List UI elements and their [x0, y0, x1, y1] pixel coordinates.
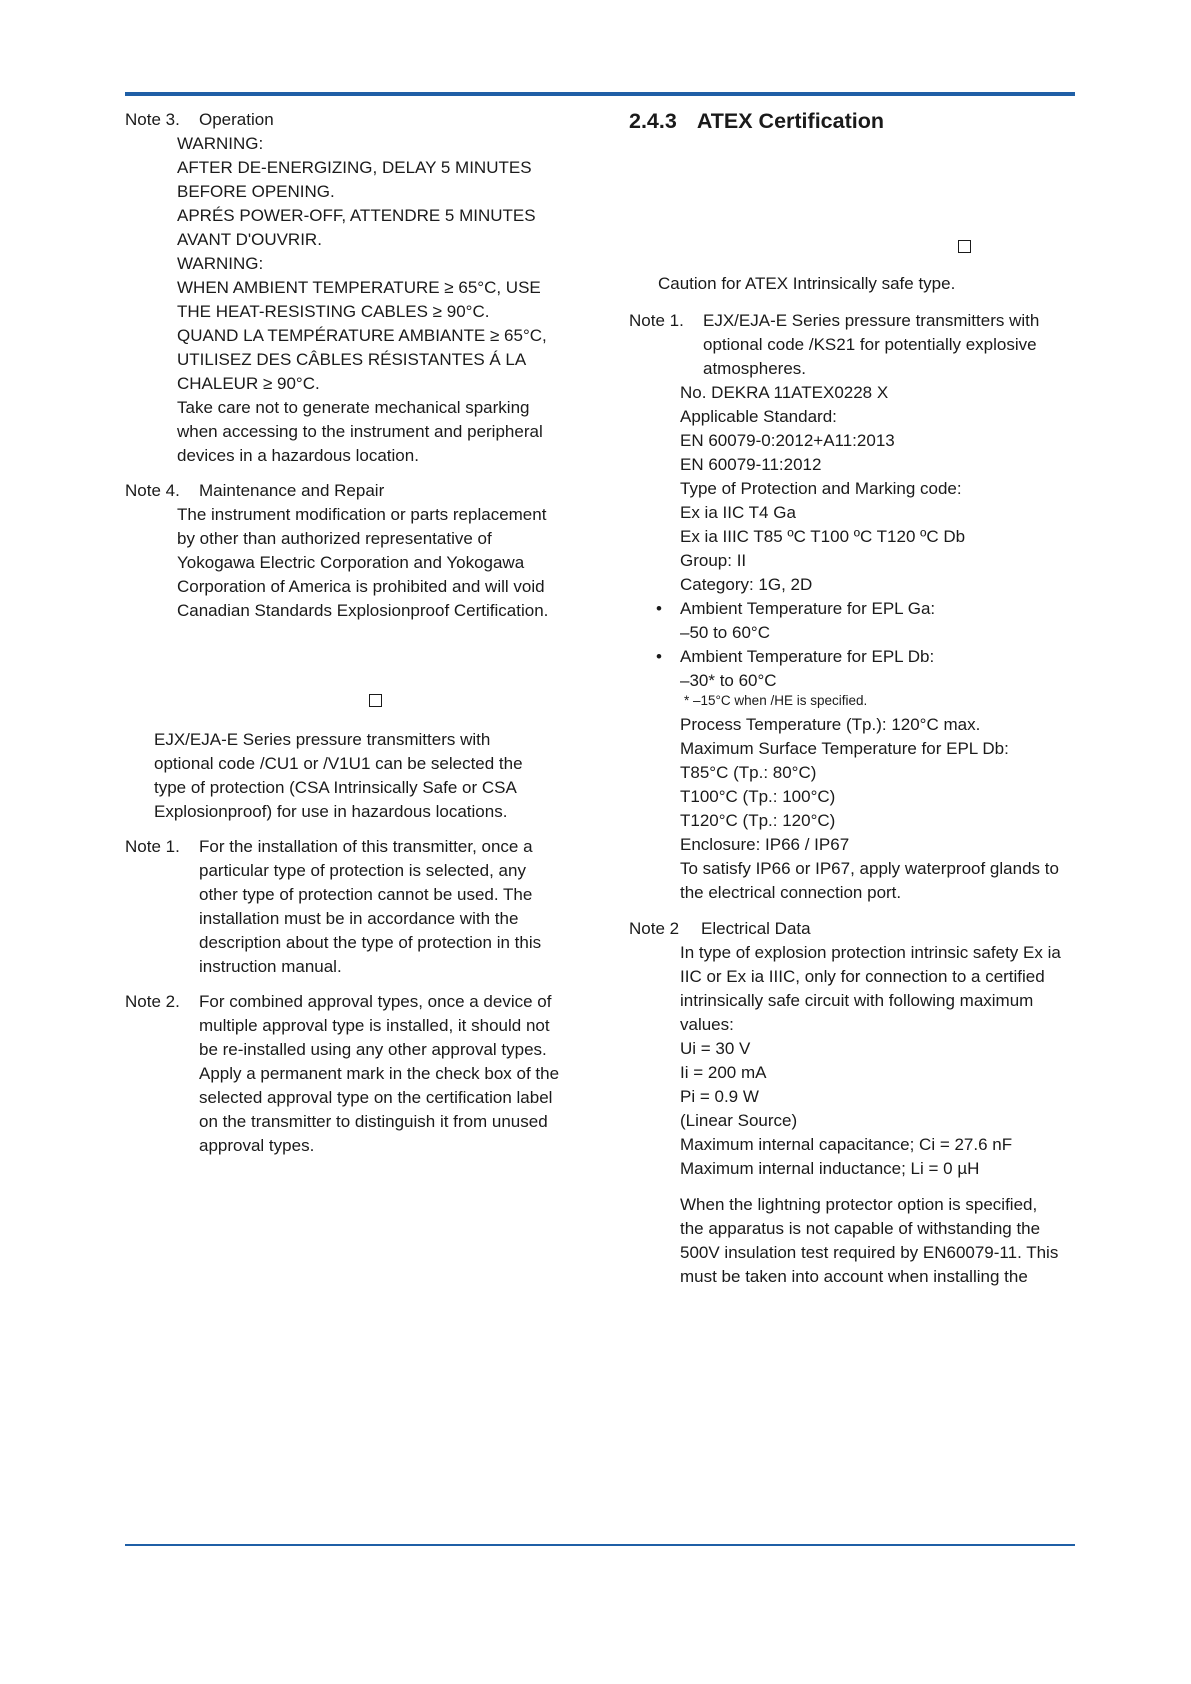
bullet-value: –50 to 60°C [680, 623, 770, 642]
note4-label: Note 4. [125, 481, 180, 500]
atex-note2-line: (Linear Source) [680, 1111, 798, 1130]
note3-line: WHEN AMBIENT TEMPERATURE ≥ 65°C, USE [177, 278, 541, 297]
note4-line: Corporation of America is prohibited and will void [177, 577, 545, 596]
atex-note2-para: When the lightning protector option is specified, [680, 1195, 1038, 1214]
note4-line: The instrument modification or parts replacement [177, 505, 547, 524]
atex-note2-para: the apparatus is not capable of withstanding the [680, 1219, 1041, 1238]
section-number: 2.4.3 [629, 109, 677, 133]
atex-note1-line: Enclosure: IP66 / IP67 [680, 835, 850, 854]
atex-note1-line: Category: 1G, 2D [680, 575, 813, 594]
note3-line: UTILISEZ DES CÂBLES RÉSISTANTES Á LA [177, 350, 527, 369]
atex-note1-line: EN 60079-11:2012 [680, 455, 822, 474]
atex-note1-line: Applicable Standard: [680, 407, 837, 426]
atex-note2-line: Ui = 30 V [680, 1039, 751, 1058]
note4-line: Canadian Standards Explosionproof Certification. [177, 601, 549, 620]
atex-note1-line: Group: II [680, 551, 747, 570]
atex-note2-line: Maximum internal inductance; Li = 0 µH [680, 1159, 980, 1178]
note4-line: Yokogawa Electric Corporation and Yokogawa [177, 553, 525, 572]
atex-checkbox [958, 240, 971, 253]
note3-line: when accessing to the instrument and peripheral [177, 422, 543, 441]
note1-line: particular type of protection is selected, any [199, 861, 526, 880]
csa-intro-line: optional code /CU1 or /V1U1 can be selected the [154, 754, 523, 773]
footer-rule [125, 1544, 1075, 1546]
note3-line: AFTER DE-ENERGIZING, DELAY 5 MINUTES [177, 158, 532, 177]
approval-checkbox [369, 694, 382, 707]
note3-label: Note 3. [125, 110, 180, 129]
bullet-mark: • [656, 647, 662, 666]
note3-line: WARNING: [177, 134, 264, 153]
atex-note2-title: Electrical Data [701, 919, 811, 938]
note3-line: APRÉS POWER-OFF, ATTENDRE 5 MINUTES [177, 206, 536, 225]
note3-line: AVANT D'OUVRIR. [177, 230, 322, 249]
note2-line: multiple approval type is installed, it should not [199, 1016, 550, 1035]
note1-line: other type of protection cannot be used. The [199, 885, 533, 904]
atex-note1-line: T85°C (Tp.: 80°C) [680, 763, 817, 782]
bullet-value: –30* to 60°C [680, 671, 777, 690]
note2-line: Apply a permanent mark in the check box of the [199, 1064, 560, 1083]
header-rule [125, 92, 1075, 96]
atex-note1-line: EN 60079-0:2012+A11:2013 [680, 431, 895, 450]
atex-note2-line: In type of explosion protection intrinsic safety Ex ia [680, 943, 1061, 962]
csa-intro-line: EJX/EJA-E Series pressure transmitters with [154, 730, 491, 749]
note3-line: QUAND LA TEMPÉRATURE AMBIANTE ≥ 65°C, [177, 326, 547, 345]
atex-note1-label: Note 1. [629, 311, 684, 330]
note2-line: For combined approval types, once a device of [199, 992, 552, 1011]
note1-line: description about the type of protection in this [199, 933, 542, 952]
atex-note1-line: To satisfy IP66 or IP67, apply waterproof glands to [680, 859, 1059, 878]
atex-note1-line: Maximum Surface Temperature for EPL Db: [680, 739, 1009, 758]
note2-line: approval types. [199, 1136, 315, 1155]
atex-note1-line: Type of Protection and Marking code: [680, 479, 962, 498]
atex-note1-line: Ex ia IIIC T85 ºC T100 ºC T120 ºC Db [680, 527, 966, 546]
note1-label: Note 1. [125, 837, 180, 856]
note3-line: devices in a hazardous location. [177, 446, 419, 465]
atex-note2-line: Ii = 200 mA [680, 1063, 767, 1082]
note2-line: be re-installed using any other approval types. [199, 1040, 547, 1059]
atex-note2-para: 500V insulation test required by EN60079-11. This [680, 1243, 1059, 1262]
atex-note1-line: No. DEKRA 11ATEX0228 X [680, 383, 889, 402]
atex-note1-line: T100°C (Tp.: 100°C) [680, 787, 836, 806]
atex-note2-line: values: [680, 1015, 734, 1034]
note1-line: instruction manual. [199, 957, 342, 976]
atex-note1-lead: EJX/EJA-E Series pressure transmitters with [703, 311, 1040, 330]
bullet-text: Ambient Temperature for EPL Db: [680, 647, 935, 666]
bullet-text: Ambient Temperature for EPL Ga: [680, 599, 936, 618]
note4-title: Maintenance and Repair [199, 481, 385, 500]
section-heading [629, 107, 884, 135]
atex-caution: Caution for ATEX Intrinsically safe type. [658, 274, 956, 293]
note4-line: by other than authorized representative of [177, 529, 492, 548]
note2-label: Note 2. [125, 992, 180, 1011]
bullet-mark: • [656, 599, 662, 618]
atex-note2-line: intrinsically safe circuit with following maximum [680, 991, 1034, 1010]
note3-title: Operation [199, 110, 274, 129]
atex-note2-para: must be taken into account when installing the [680, 1267, 1028, 1286]
note1-line: For the installation of this transmitter, once a [199, 837, 533, 856]
section-title: ATEX Certification [696, 109, 884, 133]
atex-note1-lead: atmospheres. [703, 359, 806, 378]
note3-line: Take care not to generate mechanical sparking [177, 398, 530, 417]
note2-line: selected approval type on the certification label [199, 1088, 553, 1107]
note3-line: CHALEUR ≥ 90°C. [177, 374, 320, 393]
note3-line: BEFORE OPENING. [177, 182, 335, 201]
csa-intro-line: type of protection (CSA Intrinsically Safe or CSA [154, 778, 517, 797]
atex-note1-line: Process Temperature (Tp.): 120°C max. [680, 715, 981, 734]
note3-line: WARNING: [177, 254, 264, 273]
footnote: * –15°C when /HE is specified. [684, 693, 868, 708]
note1-line: installation must be in accordance with the [199, 909, 519, 928]
atex-note2-line: Maximum internal capacitance; Ci = 27.6 nF [680, 1135, 1013, 1154]
atex-note1-line: T120°C (Tp.: 120°C) [680, 811, 836, 830]
note2-line: on the transmitter to distinguish it from unused [199, 1112, 548, 1131]
csa-intro-line: Explosionproof) for use in hazardous locations. [154, 802, 508, 821]
atex-note2-label: Note 2 [629, 919, 680, 938]
atex-note2-line: IIC or Ex ia IIIC, only for connection to a certified [680, 967, 1045, 986]
atex-note1-lead: optional code /KS21 for potentially explosive [703, 335, 1037, 354]
note3-line: THE HEAT-RESISTING CABLES ≥ 90°C. [177, 302, 490, 321]
atex-note1-line: Ex ia IIC T4 Ga [680, 503, 796, 522]
atex-note2-line: Pi = 0.9 W [680, 1087, 759, 1106]
atex-note1-line: the electrical connection port. [680, 883, 902, 902]
